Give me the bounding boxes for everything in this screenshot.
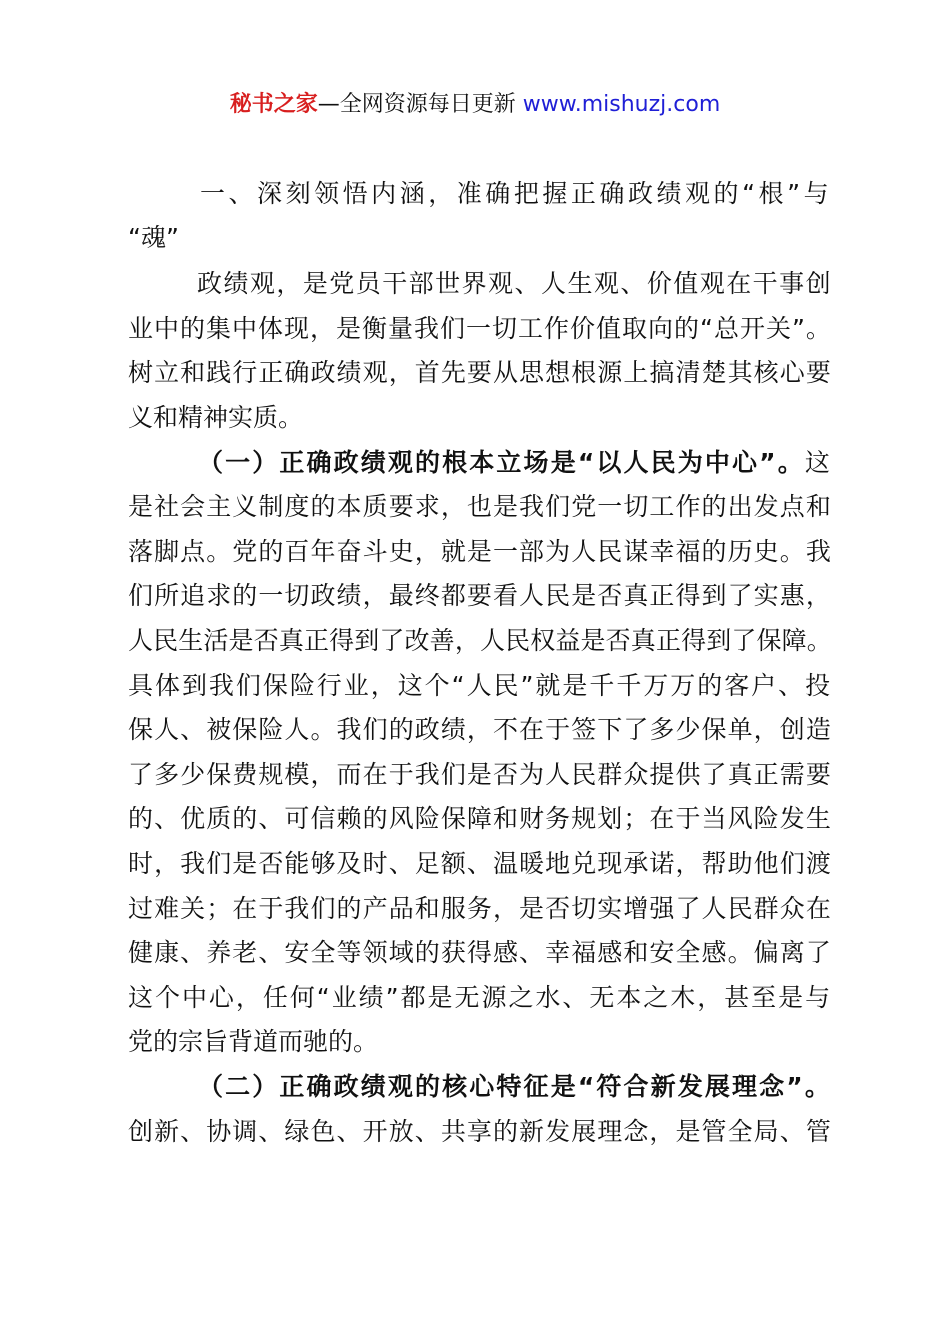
- subheading-line: [0, 1069, 950, 1105]
- site-brand: 秘书之家: [229, 92, 318, 117]
- paragraph-line: 创新、协调、绿色、开放、共享的新发展理念，是管全局、管: [128, 1117, 832, 1146]
- site-slogan: —全网资源每日更新: [317, 92, 516, 117]
- paragraph-line: 党的宗旨背道而驰的。: [128, 1027, 379, 1056]
- paragraph-line: 时，我们是否能够及时、足额、温暖地兑现承诺，帮助他们渡: [128, 849, 832, 878]
- paragraph-line: 树立和践行正确政绩观，首先要从思想根源上搞清楚其核心要: [128, 358, 832, 387]
- paragraph-line: 政绩观，是党员干部世界观、人生观、价值观在干事创: [197, 269, 833, 298]
- paragraph-line: 人民生活是否真正得到了改善，人民权益是否真正得到了保障。: [128, 626, 832, 655]
- paragraph-line: 具体到我们保险行业，这个“人民”就是千千万万的客户、投: [128, 671, 833, 700]
- section-heading-line: “魂”: [128, 223, 179, 252]
- site-url-link[interactable]: www.mishuzj.com: [515, 92, 721, 117]
- paragraph-line: 义和精神实质。: [128, 403, 304, 432]
- paragraph-line: 健康、养老、安全等领域的获得感、幸福感和安全感。偏离了: [128, 938, 832, 967]
- paragraph-line: 业中的集中体现，是衡量我们一切工作价值取向的“总开关”。: [128, 314, 832, 343]
- paragraph-line: 保人、被保险人。我们的政绩，不在于签下了多少保单，创造: [128, 715, 832, 744]
- subheading-line: （一）正确政绩观的根本立场是“以人民为中心”。这: [198, 448, 832, 477]
- section-heading-line: 一、深刻领悟内涵，准确把握正确政绩观的“根”与: [200, 179, 833, 208]
- paragraph-line: 了多少保费规模，而在于我们是否为人民群众提供了真正需要: [128, 760, 832, 789]
- paragraph-line: 的、优质的、可信赖的风险保障和财务规划；在于当风险发生: [128, 804, 832, 833]
- paragraph-line: 过难关；在于我们的产品和服务，是否切实增强了人民群众在: [128, 894, 832, 923]
- subheading-bold: （二）正确政绩观的核心特征是“符合新发展理念”。: [198, 1072, 832, 1101]
- paragraph-line: 这个中心，任何“业绩”都是无源之水、无本之木，甚至是与: [128, 983, 833, 1012]
- subheading-bold: （一）正确政绩观的根本立场是“以人民为中心”。: [198, 448, 805, 477]
- site-header: [0, 88, 950, 122]
- paragraph-line: 落脚点。党的百年奋斗史，就是一部为人民谋幸福的历史。我: [128, 537, 832, 566]
- paragraph-line: 是社会主义制度的本质要求，也是我们党一切工作的出发点和: [128, 492, 832, 521]
- paragraph-line: 们所追求的一切政绩，最终都要看人民是否真正得到了实惠，: [128, 581, 832, 610]
